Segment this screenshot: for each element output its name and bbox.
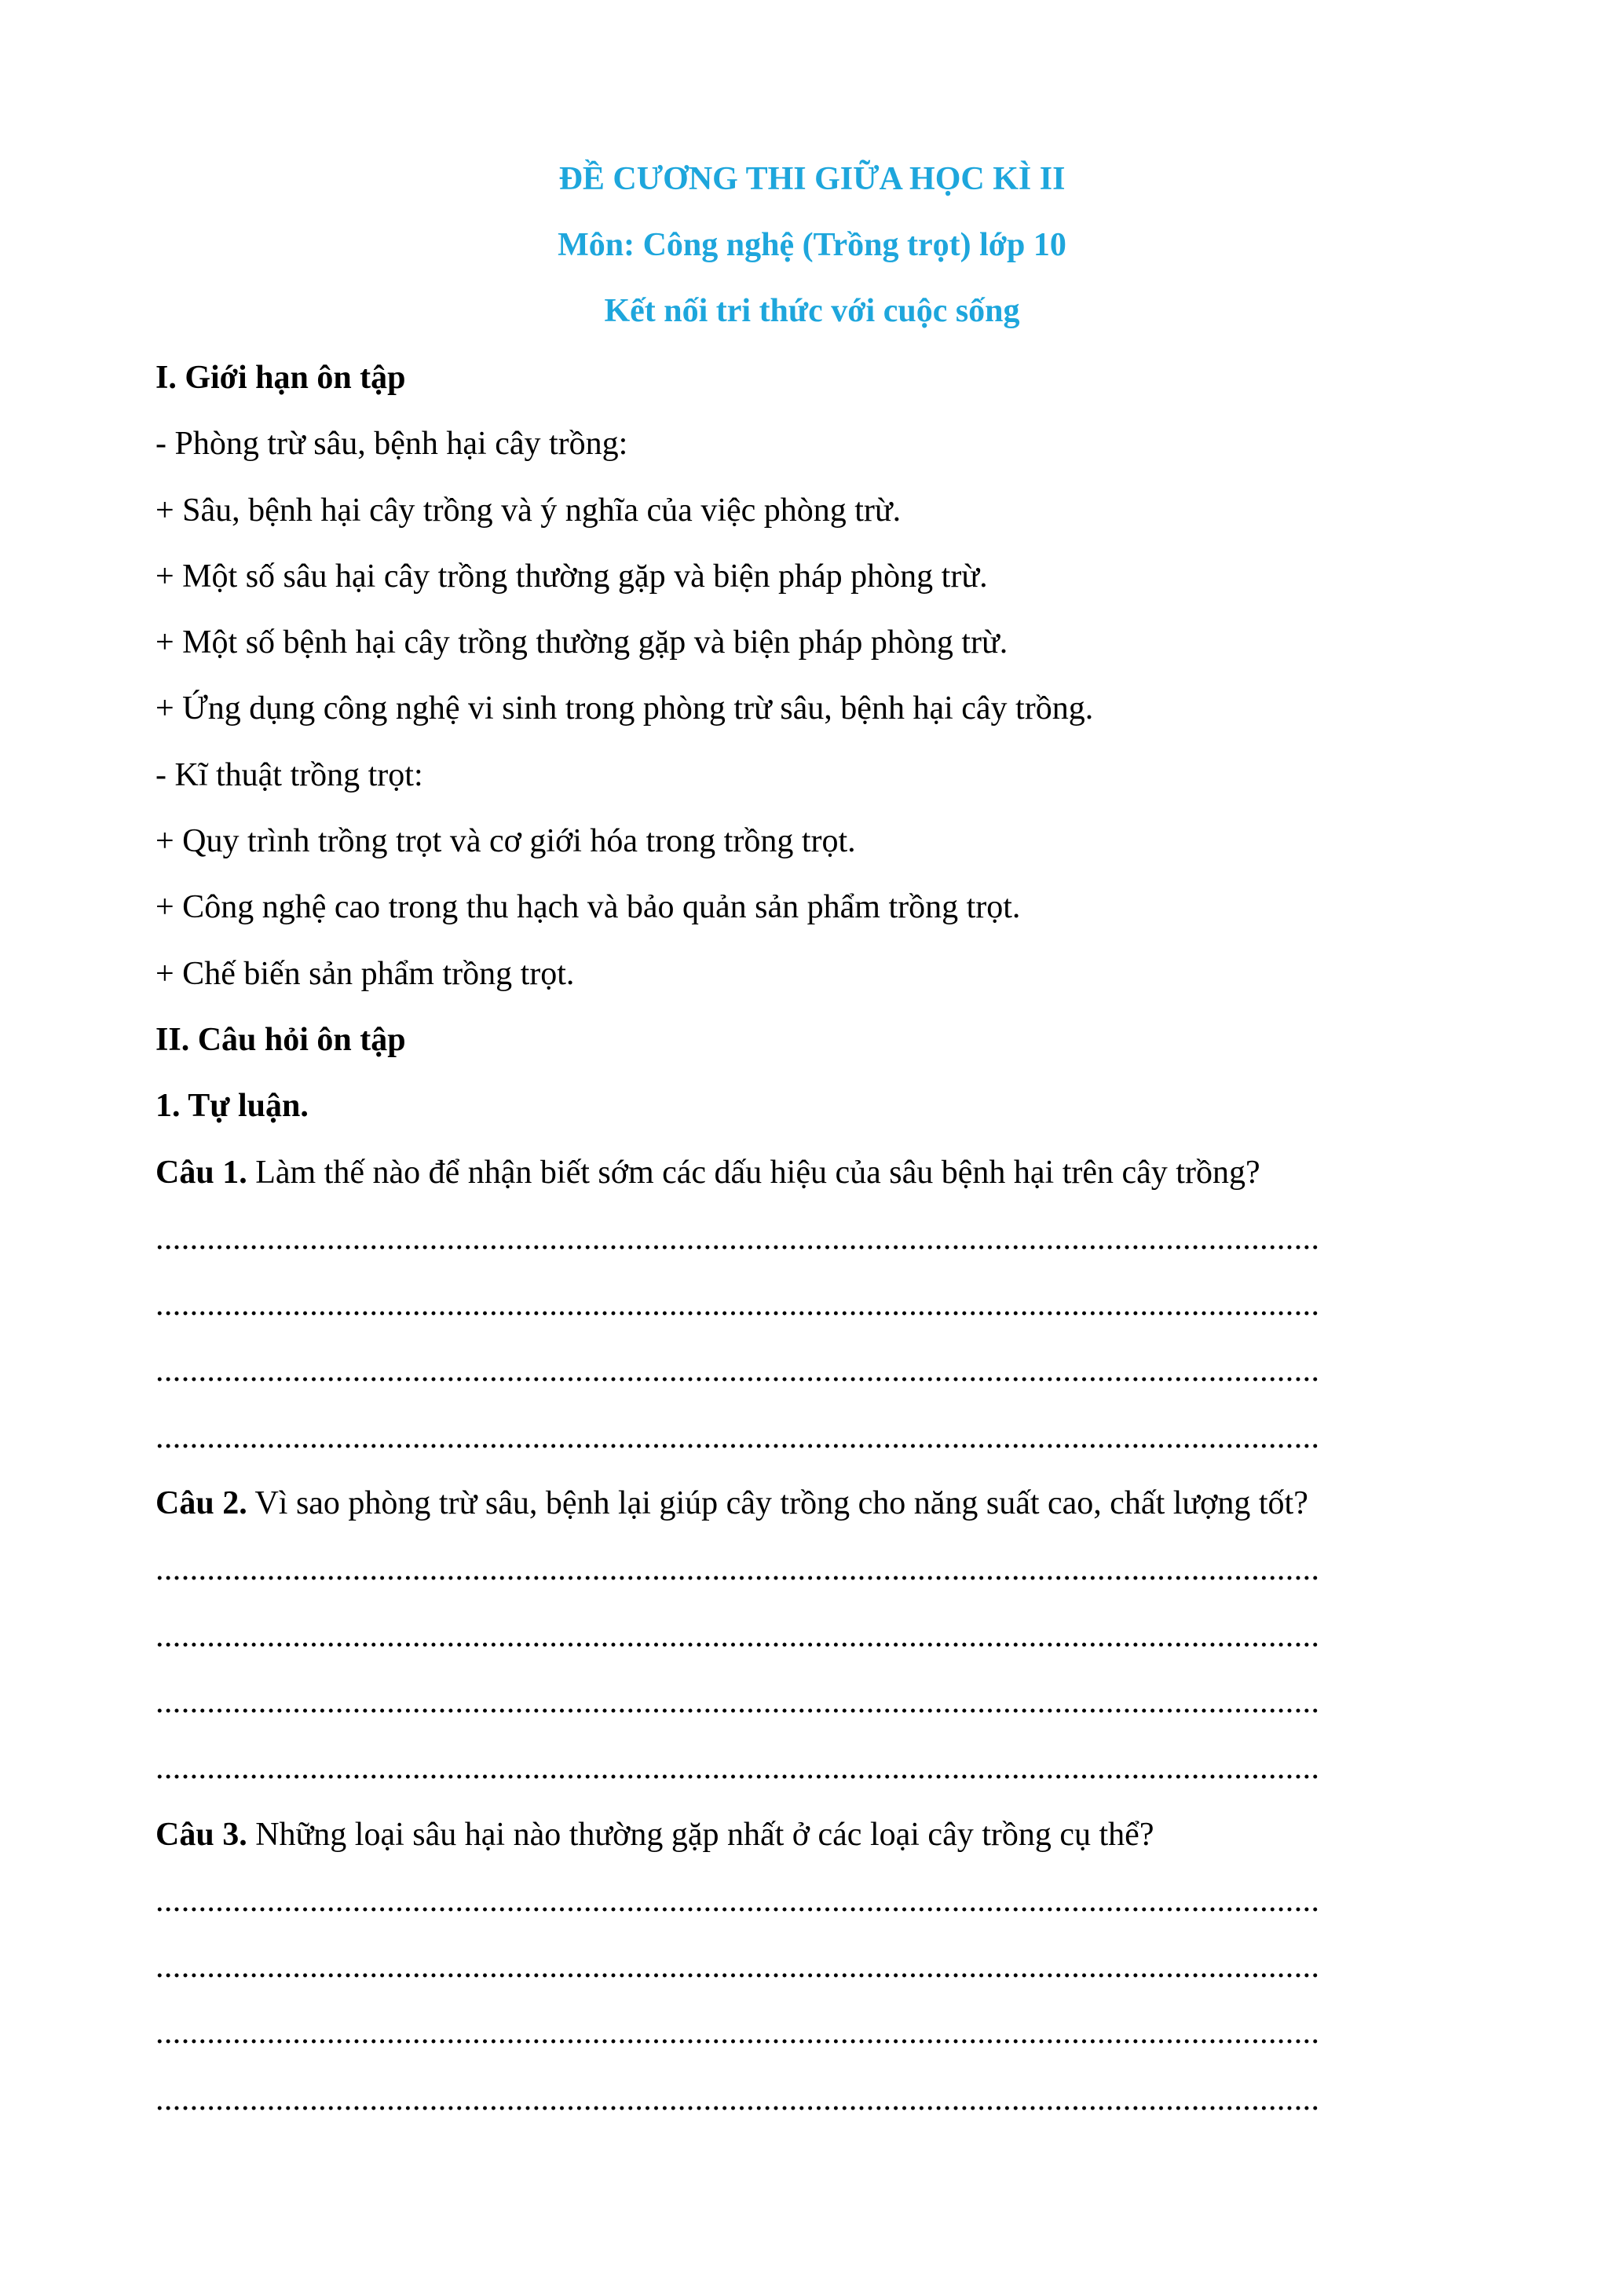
section-1-item: + Chế biến sản phẩm trồng trọt. — [155, 955, 575, 992]
answer-line: ........................................................................................................................................ — [155, 1418, 1320, 1455]
section-1-item: + Quy trình trồng trọt và cơ giới hóa trong trồng trọt. — [155, 823, 856, 860]
answer-line: ........................................................................................................................................ — [155, 1683, 1320, 1720]
answer-line: ........................................................................................................................................ — [155, 2081, 1320, 2117]
section-1-item: + Ứng dụng công nghệ vi sinh trong phòng trừ sâu, bệnh hại cây trồng. — [155, 690, 1094, 727]
section-2-heading: II. Câu hỏi ôn tập — [155, 1021, 406, 1058]
section-1-item: + Một số sâu hại cây trồng thường gặp và biện pháp phòng trừ. — [155, 558, 988, 595]
answer-line: ........................................................................................................................................ — [155, 2015, 1320, 2052]
question-3 — [155, 1802, 1475, 1868]
section-1-item: + Công nghệ cao trong thu hạch và bảo quản sản phẩm trồng trọt. — [155, 889, 1021, 926]
document-series: Kết nối tri thức với cuộc sống — [604, 293, 1020, 329]
answer-line: ........................................................................................................................................ — [155, 1352, 1320, 1389]
section-2-subheading: 1. Tự luận. — [155, 1088, 309, 1125]
answer-line: ........................................................................................................................................ — [155, 1220, 1320, 1257]
answer-line: ........................................................................................................................................ — [155, 1287, 1320, 1323]
question-text: Những loại sâu hại nào thường gặp nhất ở các loại cây trồng cụ thể? — [247, 1816, 1154, 1853]
section-1-item: - Kĩ thuật trồng trọt: — [155, 756, 423, 793]
section-1-item: - Phòng trừ sâu, bệnh hại cây trồng: — [155, 426, 628, 463]
question-label: Câu 3. — [155, 1816, 247, 1853]
answer-line: ........................................................................................................................................ — [155, 1882, 1320, 1919]
answer-line: ........................................................................................................................................ — [155, 1750, 1320, 1787]
question-text: Làm thế nào để nhận biết sớm các dấu hiệu của sâu bệnh hại trên cây trồng? — [247, 1154, 1260, 1191]
section-1-heading: I. Giới hạn ôn tập — [155, 360, 406, 396]
document-title: ĐỀ CƯƠNG THI GIỮA HỌC KÌ II — [558, 161, 1066, 197]
question-1 — [155, 1140, 1475, 1206]
answer-line: ........................................................................................................................................ — [155, 1617, 1320, 1654]
section-1-item: + Một số bệnh hại cây trồng thường gặp và biện pháp phòng trừ. — [155, 624, 1008, 661]
document-subject: Môn: Công nghệ (Trồng trọt) lớp 10 — [558, 227, 1066, 263]
question-2 — [155, 1470, 1475, 1536]
question-text: Vì sao phòng trừ sâu, bệnh lại giúp cây trồng cho năng suất cao, chất lượng tốt? — [247, 1485, 1308, 1522]
answer-line: ........................................................................................................................................ — [155, 1551, 1320, 1588]
question-label: Câu 1. — [155, 1154, 247, 1191]
question-label: Câu 2. — [155, 1485, 247, 1522]
document-body — [155, 345, 1475, 2132]
section-1-item: + Sâu, bệnh hại cây trồng và ý nghĩa của việc phòng trừ. — [155, 492, 902, 529]
answer-line: ........................................................................................................................................ — [155, 1949, 1320, 1986]
